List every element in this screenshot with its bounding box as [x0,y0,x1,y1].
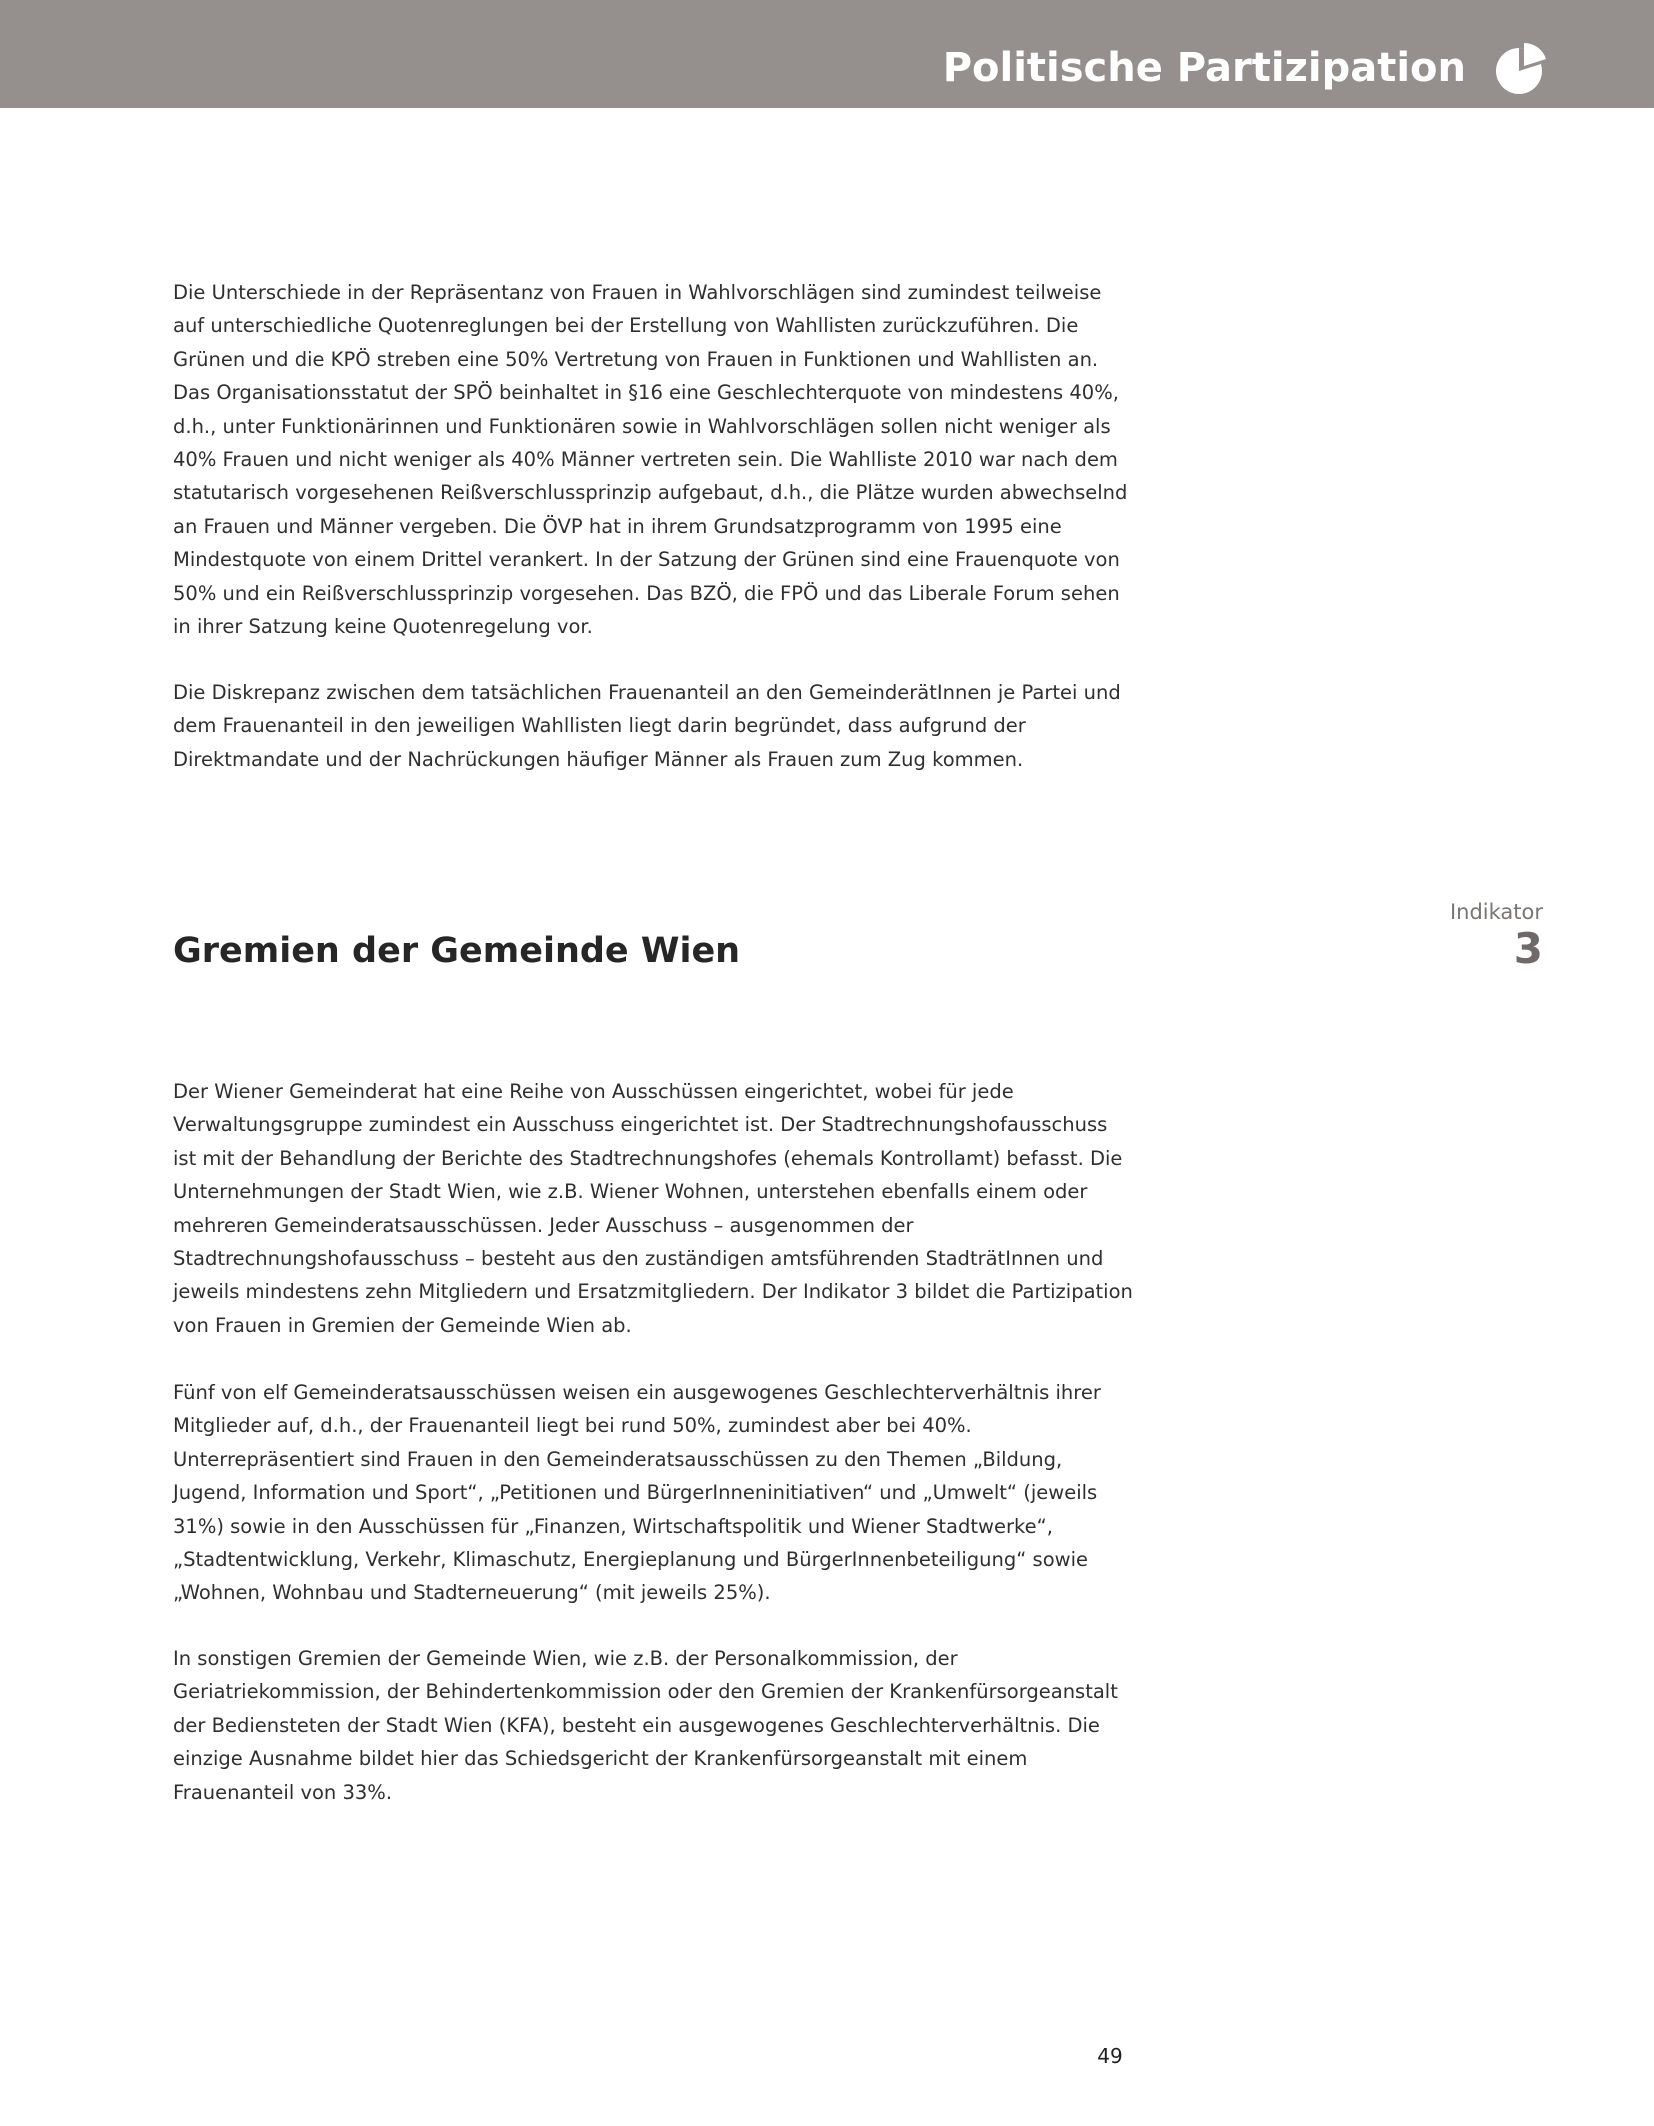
header-title: Politische Partizipation [942,45,1466,91]
intro-paragraph-1: Die Unterschiede in der Repräsentanz von Frauen in Wahlvorschlägen sind zumindest teilweise auf unterschiedliche Quotenreglungen bei der Erstellung von Wahllisten zurückzuführen. Die Grünen und die KPÖ streben eine 50% Vertretung von Frauen in Funktionen und Wahllisten an. Das Organisationsstatut der SPÖ beinhaltet in §16 eine Geschlechterquote von mindestens 40%, d.h., unter Funktionärinnen und Funktionären sowie in Wahlvorschlägen sollen nicht weniger als 40% Frauen und nicht weniger als 40% Männer vertreten sein. Die Wahlliste 2010 war nach dem statutarisch vorgesehenen Reißverschlussprinzip aufgebaut, d.h., die Plätze wurden abwechselnd an Frauen und Männer vergeben. Die ÖVP hat in ihrem Grundsatzprogramm von 1995 eine Mindestquote von einem Drittel verankert. In der Satzung der Grünen sind eine Frauenquote von 50% und ein Reißverschlussprinzip vorgesehen. Das BZÖ, die FPÖ und das Liberale Forum sehen in ihrer Satzung keine Quotenregelung vor. [173,281,1128,639]
section-paragraph-3: In sonstigen Gremien der Gemeinde Wien, wie z.B. der Personalkommission, der Geriatriekommission, der Behindertenkommission oder den Gremien der Krankenfürsorgeanstalt der Bediensteten der Stadt Wien (KFA), besteht ein ausgewogenes Geschlechterverhältnis. Die einzige Ausnahme bildet hier das Schiedsgericht der Krankenfürsorgeanstalt mit einem Frauenanteil von 33%. [173,1647,1118,1804]
page-number: 49 [1097,2044,1123,2068]
section-paragraph-2: Fünf von elf Gemeinderatsausschüssen weisen ein ausgewogenes Geschlechterverhältnis ihrer Mitglieder auf, d.h., der Frauenanteil liegt bei rund 50%, zumindest aber bei 40%. Unterrepräsentiert sind Frauen in den Gemeinderatsausschüssen zu den Themen „Bildung, Jugend, Information und Sport“, „Petitionen und BürgerInneninitiativen“ und „Umwelt“ (jeweils 31%) sowie in den Ausschüssen für „Finanzen, Wirtschaftspolitik und Wiener Stadtwerke“, „Stadtentwicklung, Verkehr, Klimaschutz, Energieplanung und BürgerInnenbeteiligung“ sowie „Wohnen, Wohnbau und Stadterneuerung“ (mit jeweils 25%). [173,1381,1101,1605]
section-paragraph-1: Der Wiener Gemeinderat hat eine Reihe von Ausschüssen eingerichtet, wobei für jede Verwaltungsgruppe zumindest ein Ausschuss eingerichtet ist. Der Stadtrechnungshofausschuss ist mit der Behandlung der Berichte des Stadtrechnungshofes (ehemals Kontrollamt) befasst. Die Unternehmungen der Stadt Wien, wie z.B. Wiener Wohnen, unterstehen ebenfalls einem oder mehreren Gemeinderatsausschüssen. Jeder Ausschuss – ausgenommen der Stadtrechnungshofausschuss – besteht aus den zuständigen amtsführenden StadträtInnen und jeweils mindestens zehn Mitgliedern und Ersatzmitgliedern. Der Indikator 3 bildet die Partizipation von Frauen in Gremien der Gemeinde Wien ab. [173,1080,1133,1337]
header-bar [0,0,1654,108]
section-heading: Gremien der Gemeinde Wien [173,931,741,971]
intro-paragraph-2: Die Diskrepanz zwischen dem tatsächlichen Frauenanteil an den GemeinderätInnen je Partei und dem Frauenanteil in den jeweiligen Wahllisten liegt darin begründet, dass aufgrund der Direktmandate und der Nachrückungen häufiger Männer als Frauen zum Zug kommen. [173,681,1121,771]
pie-chart-icon [1495,40,1547,96]
indicator-label: Indikator [1449,900,1543,924]
indicator-number: 3 [1513,924,1543,973]
